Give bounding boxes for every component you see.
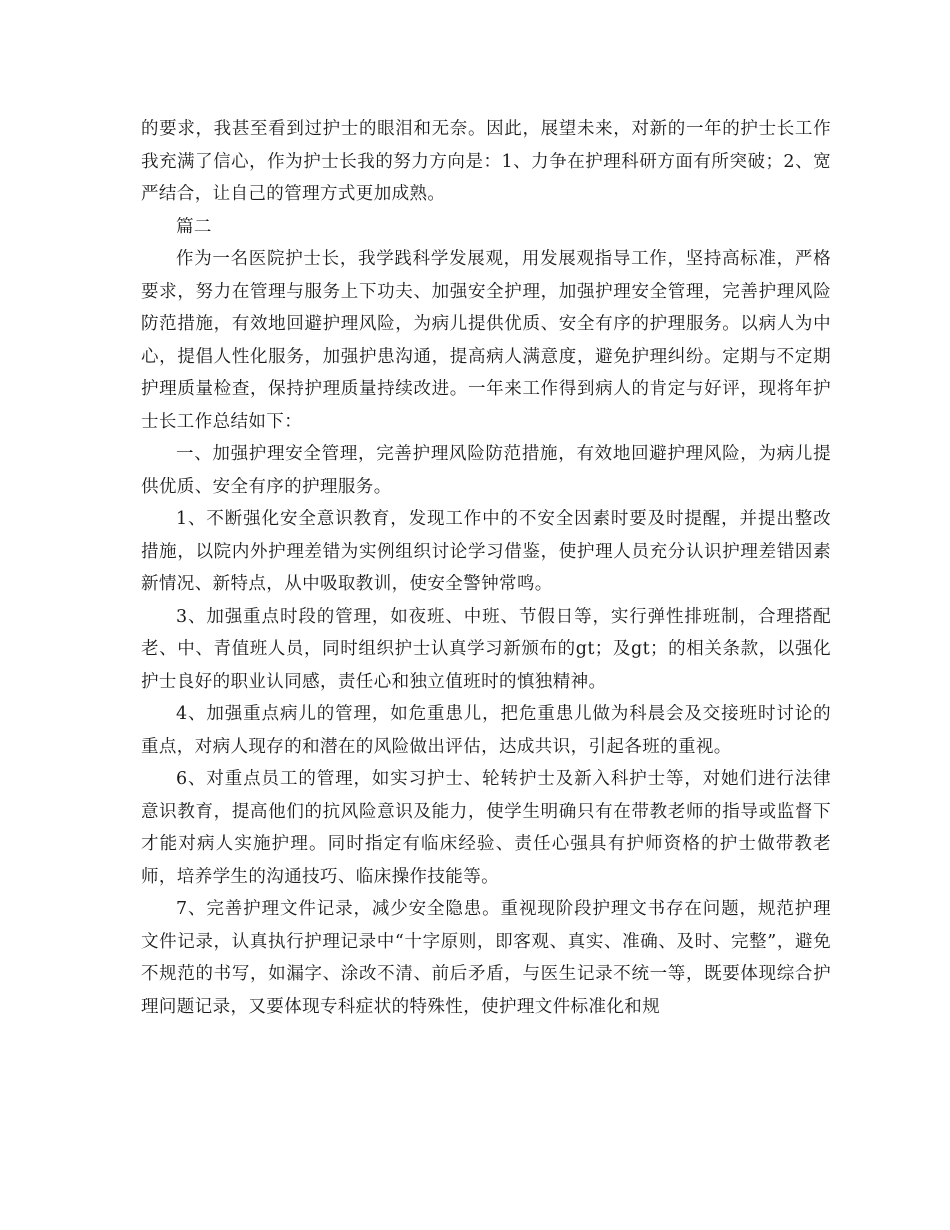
section-heading-pian-er: 篇二 [176, 216, 212, 237]
paragraph-item-1: 1、不断强化安全意识教育，发现工作中的不安全因素时要及时提醒，并提出整改措施，以院内外护理差错为实例组织讨论学习借鉴，使护理人员充分认识护理差错因素新情况、新特点，从中吸取教训，使安全警钟常鸣。 [141, 509, 831, 594]
paragraph-item-7: 7、完善护理文件记录，减少安全隐患。重视现阶段护理文书存在问题，规范护理文件记录，认真执行护理记录中“十字原则，即客观、真实、准确、及时、完整”，避免不规范的书写，如漏字、涂改不清、前后矛盾，与医生记录不统一等，既要体现综合护理问题记录，又要体现专科症状的特殊性，使护理文件标准化和规 [141, 899, 831, 1017]
paragraph-continuation: 的要求，我甚至看到过护士的眼泪和无奈。因此，展望未来，对新的一年的护士长工作我充满了信心，作为护士长我的努力方向是：1、力争在护理科研方面有所突破；2、宽严结合，让自己的管理方式更加成熟。 [141, 119, 831, 204]
paragraph-section-one: 一、加强护理安全管理，完善护理风险防范措施，有效地回避护理风险，为病儿提供优质、安全有序的护理服务。 [141, 444, 831, 497]
paragraph-item-4: 4、加强重点病儿的管理，如危重患儿，把危重患儿做为科晨会及交接班时讨论的重点，对病人现存的和潜在的风险做出评估，达成共识，引起各班的重视。 [141, 704, 831, 757]
paragraph-intro: 作为一名医院护士长，我学践科学发展观，用发展观指导工作，坚持高标准，严格要求，努力在管理与服务上下功夫、加强安全护理，加强护理安全管理，完善护理风险防范措施，有效地回避护理风险，为病儿提供优质、安全有序的护理服务。以病人为中心，提倡人性化服务，加强护患沟通，提高病人满意度，避免护理纠纷。定期与不定期护理质量检查，保持护理质量持续改进。一年来工作得到病人的肯定与好评，现将年护士长工作总结如下： [141, 249, 831, 432]
document-body [141, 113, 831, 1023]
paragraph-item-3: 3、加强重点时段的管理，如夜班、中班、节假日等，实行弹性排班制，合理搭配老、中、青值班人员，同时组织护士认真学习新颁布的gt；及gt；的相关条款，以强化护士良好的职业认同感，责任心和独立值班时的慎独精神。 [141, 606, 831, 692]
paragraph-item-6: 6、对重点员工的管理，如实习护士、轮转护士及新入科护士等，对她们进行法律意识教育，提高他们的抗风险意识及能力，使学生明确只有在带教老师的指导或监督下才能对病人实施护理。同时指定有临床经验、责任心强具有护师资格的护士做带教老师，培养学生的沟通技巧、临床操作技能等。 [141, 769, 831, 887]
